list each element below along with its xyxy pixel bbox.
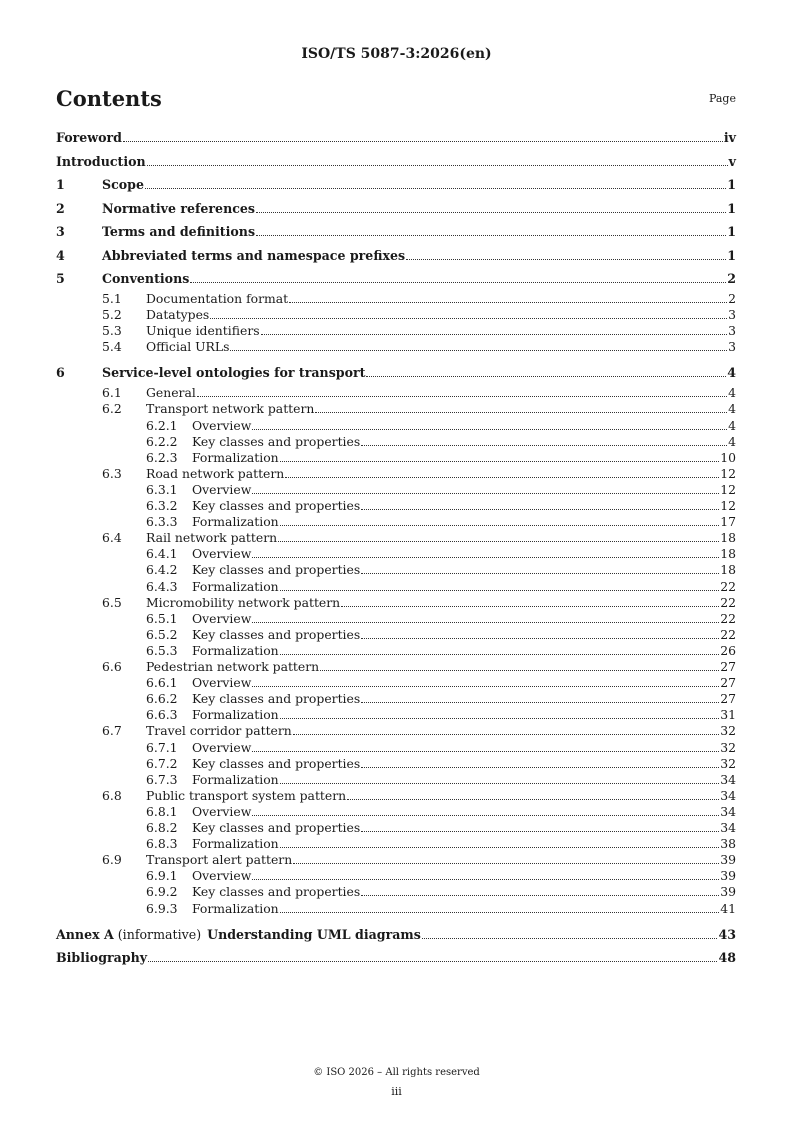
toc-entry-title: Overview [192,868,252,884]
toc-entry[interactable] [56,927,736,943]
dot-leader [252,685,719,687]
dot-leader [190,281,726,283]
toc-entry[interactable] [56,177,736,193]
toc-entry-page: 32 [720,755,736,771]
toc-entry-page: 1 [727,177,736,192]
toc-entry-number: 3 [56,224,65,239]
toc-entry-title: Normative references [102,200,256,216]
toc-entry-title: Introduction [56,153,146,169]
dot-leader [230,349,727,351]
toc-entry-page: 22 [720,594,736,610]
dot-leader [280,717,720,719]
toc-entry-page: 18 [720,562,736,578]
toc-entry-number: 6.6 [102,659,122,674]
toc-entry[interactable] [56,884,736,900]
toc-entry-page: 3 [728,323,736,339]
dot-leader [197,395,727,397]
toc-entry-page: 1 [727,200,736,216]
toc-entry[interactable] [56,579,736,595]
toc-entry-page: 34 [720,803,736,819]
toc-entry-page: v [728,153,736,169]
toc-entry[interactable] [56,401,736,417]
toc-entry-page: 18 [720,530,736,546]
dot-leader [280,524,720,526]
toc-entry-title: Formalization [192,900,279,916]
toc-entry-title: Micromobility network pattern [146,594,341,610]
toc-entry-page: 4 [727,365,736,381]
toc-entry-title: Official URLs [146,339,230,355]
toc-entry-number: 6.8.3 [146,836,178,852]
toc-entry[interactable] [56,130,736,146]
toc-entry-page: 27 [720,659,736,674]
toc-entry[interactable] [56,271,736,287]
toc-entry-title: Conventions [102,271,190,286]
toc-entry-number: 6.7.3 [146,771,178,787]
toc-entry[interactable] [56,201,736,217]
toc-entry[interactable] [56,434,736,450]
toc-entry[interactable] [56,498,736,514]
dot-leader [361,572,719,574]
dot-leader [147,164,728,166]
toc-entry-page: 3 [728,339,736,355]
dot-leader [361,894,719,896]
dot-leader [361,637,719,639]
toc-entry-number: 5.4 [102,339,122,355]
dot-leader [293,733,719,735]
toc-entry-page: 27 [720,675,736,691]
toc-entry-number: 6.9.3 [146,900,178,916]
dot-leader [341,605,719,607]
toc-entry-page: 17 [720,514,736,530]
toc-entry-number: 6.3.3 [146,514,178,530]
dot-leader [361,830,719,832]
toc-entry-page: 39 [720,884,736,900]
toc-entry-number: 6.6.3 [146,707,178,723]
toc-entry-number: 6.4.2 [146,562,178,578]
toc-entry-title: Documentation format [146,291,289,306]
toc-entry[interactable] [56,418,736,434]
toc-entry[interactable] [56,482,736,498]
dot-leader [289,301,727,303]
dot-leader [280,782,720,784]
toc-entry-number: 6.3 [102,465,122,481]
toc-entry-page: 18 [720,546,736,562]
toc-entry-title: Service-level ontologies for transport [102,365,366,381]
toc-entry-title: Overview [192,803,252,819]
dot-leader [252,556,719,558]
toc-entry-number: 6.5.1 [146,610,178,626]
toc-entry-number: 6.8.2 [146,820,178,835]
toc-entry-title: Datatypes [146,307,210,323]
toc-entry[interactable] [56,950,736,966]
dot-leader [422,937,718,939]
dot-leader [278,540,719,542]
toc-entry[interactable] [56,836,736,852]
toc-entry-page: 39 [720,852,736,868]
toc-entry-number: 6.9.1 [146,868,178,884]
toc-entry[interactable] [56,852,736,868]
toc-entry[interactable] [56,611,736,627]
toc-entry[interactable] [56,323,736,339]
toc-entry-page: 4 [728,401,736,417]
toc-entry-number: 5 [56,271,65,286]
dot-leader [261,333,728,335]
toc-entry-page: 34 [720,771,736,787]
toc-entry[interactable] [56,595,736,611]
toc-entry-title: Formalization [192,449,279,465]
toc-entry-page: 34 [720,787,736,803]
toc-entry-number: 6.1 [102,385,122,401]
toc-entry-number: 6.5 [102,594,122,610]
toc-entry-title: Pedestrian network pattern [146,659,320,674]
annex-informative-note: (informative) [117,926,202,942]
dot-leader [406,258,726,260]
toc-entry-number: 6.6.2 [146,691,178,707]
toc-entry-page: 26 [720,642,736,658]
dot-leader [256,234,726,236]
toc-entry[interactable] [56,740,736,756]
toc-entry-page: 27 [720,691,736,707]
toc-entry-number: 5.1 [102,291,122,306]
toc-entry-page: 32 [720,723,736,739]
toc-entry-page: 4 [728,433,736,449]
dot-leader [252,492,719,494]
dot-leader [320,669,719,671]
dot-leader [315,411,727,413]
toc-entry-title: Unique identifiers [146,323,260,339]
toc-entry-number: 6 [56,365,65,381]
dot-leader [252,750,719,752]
toc-entry-title: Key classes and properties [192,820,361,835]
dot-leader [280,589,720,591]
toc-entry-title: Key classes and properties [192,626,361,642]
toc-entry-number: 6.8.1 [146,803,178,819]
toc-entry-page: 32 [720,739,736,755]
toc-entry-title: Travel corridor pattern [146,723,292,739]
dot-leader [256,211,726,213]
toc-entry-title: Formalization [192,707,279,723]
toc-entry-title: Terms and definitions [102,224,256,239]
toc-entry[interactable] [56,627,736,643]
toc-entry-page: 12 [720,498,736,513]
toc-entry[interactable] [56,385,736,401]
dot-leader [347,798,719,800]
toc-entry[interactable] [56,643,736,659]
toc-entry-number: 4 [56,247,65,263]
toc-entry-title: Road network pattern [146,465,285,481]
toc-entry-page: 43 [718,926,736,942]
toc-entry-number: 6.4.3 [146,578,178,594]
toc-entry-number: 5.3 [102,323,122,339]
toc-entry-title: Formalization [192,771,279,787]
toc-entry-page: iv [723,130,736,145]
contents-heading: Contents [56,86,162,111]
toc-entry-title: Key classes and properties [192,433,361,449]
toc-entry-title: Rail network pattern [146,530,278,546]
dot-leader [361,766,719,768]
dot-leader [280,653,720,655]
dot-leader [252,621,719,623]
toc-entry-title: Public transport system pattern [146,787,347,803]
toc-entry-number: 6.5.3 [146,642,178,658]
toc-entry-number: 6.2 [102,401,122,417]
toc-entry[interactable] [56,224,736,240]
toc-entry-number: Annex A [56,926,114,942]
dot-leader [123,140,723,142]
dot-leader [366,375,726,377]
toc-entry-page: 1 [727,224,736,239]
toc-entry[interactable] [56,530,736,546]
toc-entry[interactable] [56,868,736,884]
dot-leader [361,444,727,446]
toc-entry[interactable] [56,307,736,323]
toc-entry-number: 1 [56,177,65,192]
toc-entry-number: 6.2.3 [146,449,178,465]
toc-entry-title: Overview [192,417,252,433]
toc-entry[interactable] [56,450,736,466]
toc-entry-number: 5.2 [102,307,122,323]
toc-entry-title: Bibliography [56,950,148,965]
toc-entry-page: 22 [720,610,736,626]
dot-leader [293,862,719,864]
toc-entry-page: 38 [720,836,736,852]
toc-entry-page: 22 [720,626,736,642]
toc-entry-title: Key classes and properties [192,884,361,900]
toc-entry-number: 2 [56,200,65,216]
toc-entry[interactable] [56,154,736,170]
toc-entry-page: 10 [720,449,736,465]
dot-leader [252,428,727,430]
toc-entry-page: 3 [728,307,736,323]
toc-entry[interactable] [56,707,736,723]
toc-entry-title: Foreword [56,130,122,145]
toc-entry-page: 2 [728,291,736,306]
toc-entry-title: Overview [192,481,252,497]
toc-entry-page: 48 [718,950,736,965]
dot-leader [280,846,720,848]
toc-entry-title: Formalization [192,514,279,530]
toc-entry[interactable] [56,675,736,691]
toc-entry-title: Formalization [192,578,279,594]
page-column-label: Page [708,92,736,105]
toc-entry-page: 22 [720,578,736,594]
toc-entry-number: 6.7 [102,723,122,739]
toc-entry-number: 6.6.1 [146,675,178,691]
toc-entry-page: 39 [720,868,736,884]
toc-entry-title: Overview [192,546,252,562]
toc-entry[interactable] [56,788,736,804]
toc-entry-title: Key classes and properties [192,562,361,578]
dot-leader [148,960,717,962]
toc-entry-number: 6.4.1 [146,546,178,562]
page-header: ISO/TS 5087-3:2026(en) [301,46,492,62]
toc-entry-title: Formalization [192,836,279,852]
dot-leader [252,878,719,880]
toc-entry-page: 34 [720,820,736,835]
toc-entry[interactable] [56,804,736,820]
dot-leader [252,814,719,816]
toc-entry-page: 2 [727,271,736,286]
footer-page-number: iii [391,1085,402,1098]
toc-entry-title: Overview [192,739,252,755]
dot-leader [361,508,719,510]
toc-entry-page: 1 [727,247,736,263]
dot-leader [280,911,720,913]
toc-entry[interactable] [56,339,736,355]
dot-leader [361,701,719,703]
toc-entry[interactable] [56,691,736,707]
toc-entry-title: Understanding UML diagrams [207,926,421,942]
toc-entry[interactable] [56,562,736,578]
toc-entry-page: 12 [720,481,736,497]
toc-entry[interactable] [56,248,736,264]
toc-entry[interactable] [56,546,736,562]
toc-entry-page: 31 [720,707,736,723]
toc-entry-number: 6.3.2 [146,498,178,513]
toc-entry-number: 6.4 [102,530,122,546]
toc-entry-title: Formalization [192,642,279,658]
toc-entry-title: Key classes and properties [192,755,361,771]
toc-entry-title: Transport network pattern [146,401,315,417]
dot-leader [145,187,726,189]
toc-entry-title: Key classes and properties [192,691,361,707]
toc-entry[interactable] [56,772,736,788]
toc-entry-title: Overview [192,610,252,626]
toc-entry-number: 6.3.1 [146,481,178,497]
copyright-footer: © ISO 2026 – All rights reserved [313,1067,480,1078]
toc-entry-title: Transport alert pattern [146,852,293,868]
toc-entry-number: 6.9.2 [146,884,178,900]
toc-entry[interactable] [56,723,736,739]
toc-entry[interactable] [56,291,736,307]
toc-entry[interactable] [56,365,736,381]
toc-entry-title: Abbreviated terms and namespace prefixes [102,247,406,263]
dot-leader [210,317,727,319]
toc-entry-number: 6.7.2 [146,755,178,771]
toc-entry-title: General [146,385,196,401]
toc-entry-number: 6.7.1 [146,739,178,755]
toc-entry-number: 6.2.1 [146,417,178,433]
toc-entry[interactable] [56,514,736,530]
toc-entry[interactable] [56,820,736,836]
toc-entry[interactable] [56,756,736,772]
toc-entry[interactable] [56,466,736,482]
toc-entry[interactable] [56,901,736,917]
toc-entry-number: 6.8 [102,787,122,803]
toc-entry-page: 12 [720,465,736,481]
toc-entry-page: 41 [720,900,736,916]
dot-leader [280,460,720,462]
toc-entry-title: Scope [102,177,144,192]
toc-entry-number: 6.2.2 [146,433,178,449]
dot-leader [285,476,719,478]
toc-entry-title: Key classes and properties [192,498,361,513]
toc-entry-number: 6.9 [102,852,122,868]
toc-entry-title: Overview [192,675,252,691]
toc-entry-number: 6.5.2 [146,626,178,642]
toc-entry[interactable] [56,659,736,675]
toc-entry-page: 4 [728,417,736,433]
toc-entry-page: 4 [728,385,736,401]
